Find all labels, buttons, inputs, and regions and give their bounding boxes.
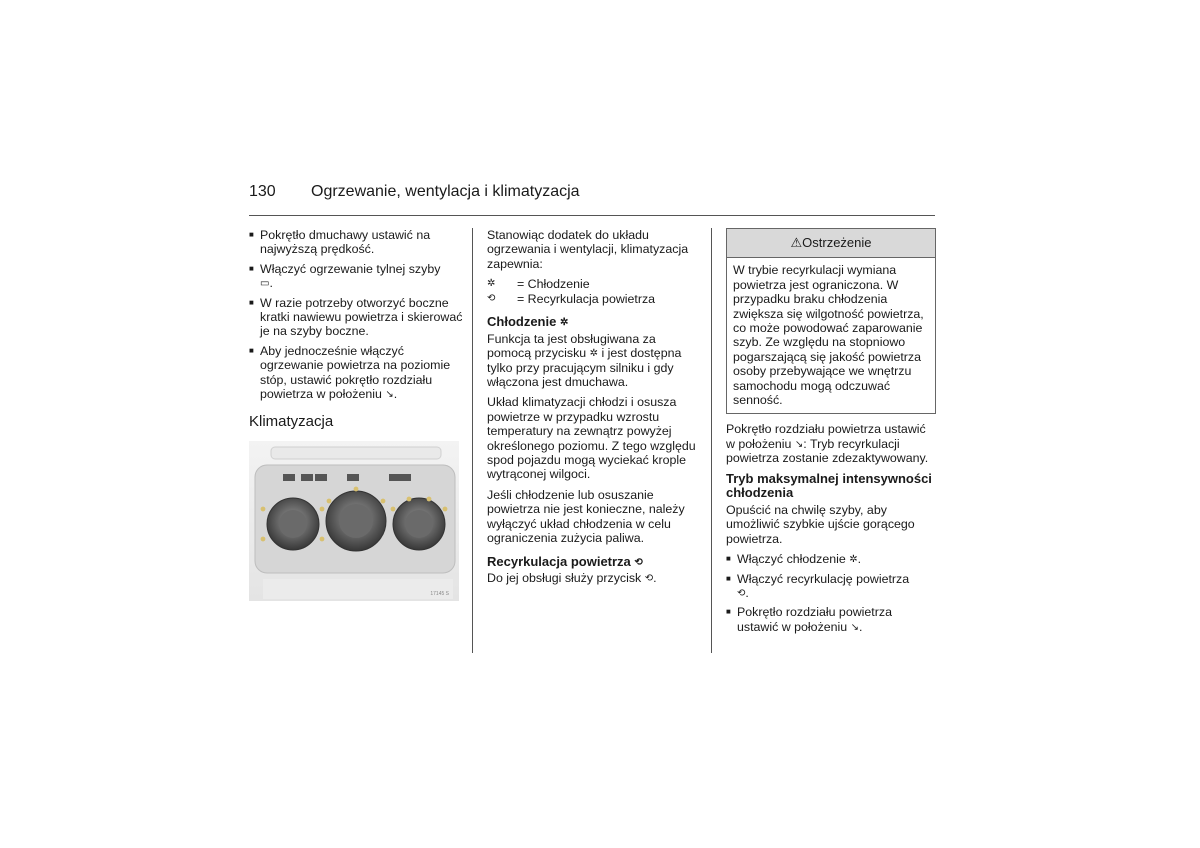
list-item: ■ Pokrętło rozdziału powietrza ustawić w położeniu ↘. — [726, 605, 936, 634]
rear-window-heating-icon: ▭ — [260, 278, 270, 290]
snowflake-icon: ✲ — [559, 317, 569, 329]
column-divider — [711, 228, 712, 653]
list-item: ■ W razie potrzeby otworzyć boczne kratki nawiewu powietrza i skierować je na szyby boczne. — [249, 296, 463, 339]
section-heading: Tryb maksymalnej intensywności chłodzenia — [726, 470, 932, 501]
warning-text: W trybie recyrkulacji wymiana powietrza jest ograniczona. W przypadku braku chłodzenia zwiększa się wilgotność powietrza, co może powodować zaparowanie szyb. Ze względu na stopniowo pogarszającą się jakość powietrza osoby przebywające we wnętrzu samochodu mogą odczuwać senność. — [733, 263, 924, 408]
figure-code: 17145 S — [430, 590, 449, 597]
paragraph: Stanowiąc dodatek do układu ogrzewania i wentylacji, klimatyzacja zapewnia: — [487, 228, 689, 271]
column-3 — [726, 228, 936, 639]
definition-row: ⟲ = Recyrkulacja powietrza — [487, 292, 656, 307]
list-item: ■ Pokrętło dmuchawy ustawić na najwyższą prędkość. — [249, 228, 463, 257]
paragraph: Do jej obsługi służy przycisk ⟲. — [487, 571, 657, 586]
air-distribution-windscreen-footwell-icon: ↘ — [385, 389, 394, 401]
paragraph: Układ klimatyzacji chłodzi i osusza powietrze w przypadku wzrostu temperatury na zewnątrz powyżej określonego poziomu. Z tego względu spod pojazdu mogą wyciekać krople wytrąconej wilgoci. — [487, 395, 696, 482]
list-item: ■ Aby jednocześnie włączyć ogrzewanie powietrza na poziomie stóp, ustawić pokrętło rozdziału powietrza w położeniu ↘. — [249, 344, 463, 402]
recirculation-car-icon: ⟲ — [644, 573, 654, 585]
list-item: ■ Włączyć recyrkulację powietrza ⟲. — [726, 572, 936, 601]
recirculation-car-icon: ⟲ — [634, 556, 643, 568]
air-distribution-icon: ↘ — [850, 621, 860, 633]
snowflake-icon: ✲ — [849, 554, 858, 566]
list-item: ■ Włączyć ogrzewanie tylnej szyby ▭. — [249, 262, 463, 291]
section-heading: Chłodzenie ✲ — [487, 314, 569, 330]
warning-box — [726, 228, 936, 414]
definition-row: ✲ = Chłodzenie — [487, 277, 590, 292]
paragraph: Pokrętło rozdziału powietrza ustawić w położeniu ↘: Tryb recyrkulacji powietrza zostanie zdezaktywowany. — [726, 422, 929, 466]
column-1 — [249, 228, 463, 604]
air-distribution-icon: ↘ — [794, 438, 804, 450]
section-heading: Klimatyzacja — [249, 413, 334, 431]
climate-control-panel-image — [249, 441, 459, 601]
paragraph: Funkcja ta jest obsługiwana za pomocą przycisku ✲ i jest dostępna tylko przy pracującym silniku i gdy włączona jest dmuchawa. — [487, 331, 682, 390]
snowflake-icon: ✲ — [487, 278, 496, 290]
paragraph: Jeśli chłodzenie lub osuszanie powietrza nie jest konieczne, należy wyłączyć układ chłodzenia w celu ograniczenia zużycia paliwa. — [487, 487, 685, 546]
recirculation-car-icon: ⟲ — [737, 587, 746, 599]
snowflake-icon: ✲ — [589, 348, 599, 360]
page-number: 130 — [249, 183, 276, 200]
paragraph: Opuścić na chwilę szyby, aby umożliwić szybkie ujście gorącego powietrza. — [726, 502, 915, 546]
warning-triangle-icon: ⚠ — [790, 235, 803, 250]
warning-header: ⚠Ostrzeżenie — [727, 229, 935, 258]
column-2 — [487, 228, 701, 592]
recirculation-car-icon: ⟲ — [487, 293, 496, 305]
column-divider — [472, 228, 473, 653]
page-title: Ogrzewanie, wentylacja i klimatyzacja — [311, 183, 580, 200]
section-heading: Recyrkulacja powietrza ⟲ — [487, 553, 643, 569]
header-rule — [249, 215, 935, 216]
list-item: ■ Włączyć chłodzenie ✲. — [726, 552, 936, 566]
